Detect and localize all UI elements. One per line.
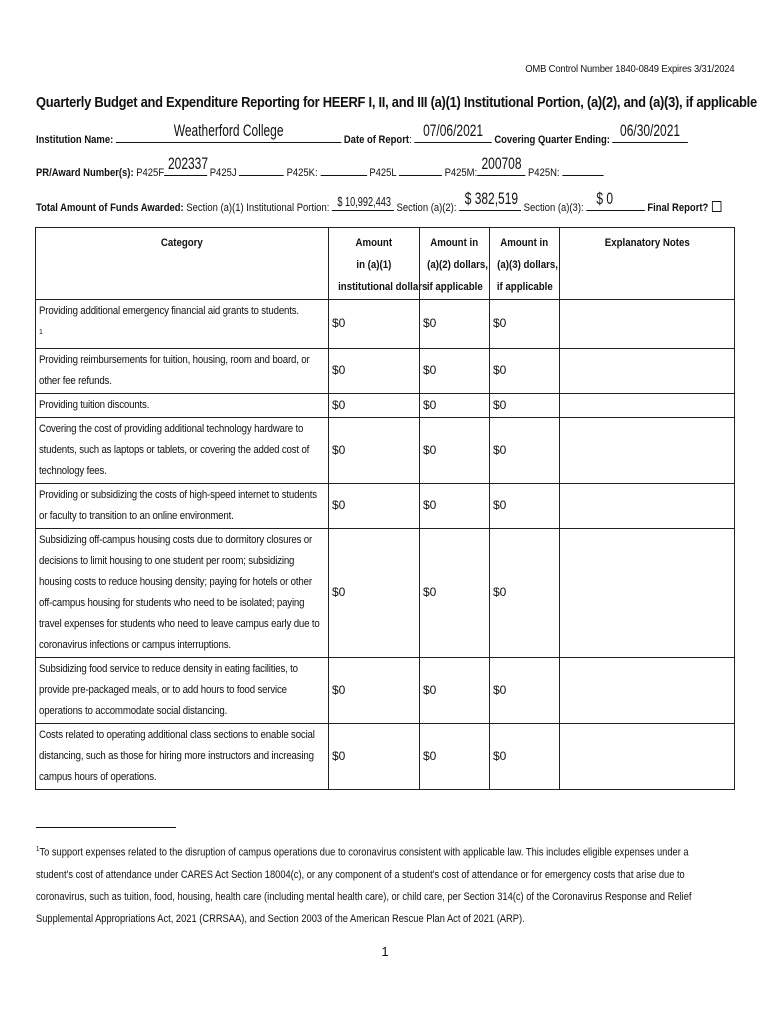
- category-text-line: Providing reimbursements for tuition, housing, room and board, or: [39, 353, 310, 366]
- category-text-line: housing costs to reduce housing density; paying for hotels or other: [39, 575, 312, 588]
- category-text-line: technology fees.: [39, 464, 107, 477]
- amount-a1-cell[interactable]: [329, 657, 420, 723]
- p425n-label: P425N:: [528, 167, 560, 179]
- a2-total-value: $ 382,519: [464, 189, 519, 208]
- header-category: Category: [36, 228, 329, 300]
- table-header-row: [36, 228, 735, 300]
- amount-a3-cell[interactable]: [490, 483, 560, 528]
- amount-a3-value: $0: [493, 498, 507, 513]
- category-text-line: Covering the cost of providing additional technology hardware to: [39, 422, 304, 435]
- amount-a1-value: $0: [332, 585, 346, 600]
- category-text-line: Subsidizing off-campus housing costs due to dormitory closures or: [39, 533, 313, 546]
- category-cell: [36, 417, 329, 483]
- category-text-line: other fee refunds.: [39, 374, 112, 387]
- explanatory-notes-cell[interactable]: [560, 723, 735, 789]
- header-explanatory-notes: Explanatory Notes: [560, 228, 735, 300]
- amount-a3-value: $0: [493, 316, 507, 331]
- category-text-line: campus hours of operations.: [39, 770, 157, 783]
- institution-value: Weatherford College: [173, 121, 284, 140]
- a3-total-field[interactable]: [586, 189, 644, 211]
- explanatory-notes-cell[interactable]: [560, 483, 735, 528]
- category-text-line: Providing or subsidizing the costs of high-speed internet to students: [39, 488, 317, 501]
- award-label: PR/Award Number(s):: [36, 167, 134, 179]
- total-label: Total Amount of Funds Awarded:: [36, 202, 184, 214]
- amount-a3-cell[interactable]: [490, 723, 560, 789]
- table-row: [36, 393, 735, 417]
- amount-a3-value: $0: [493, 748, 507, 763]
- footnote-reference: 1: [39, 329, 43, 336]
- header-a3: Amount in (a)(3) dollars, if applicable: [490, 228, 560, 300]
- a3-total-value: $ 0: [596, 189, 613, 208]
- amount-a2-cell[interactable]: [420, 528, 490, 657]
- explanatory-notes-cell[interactable]: [560, 393, 735, 417]
- table-row: [36, 657, 735, 723]
- amount-a3-cell[interactable]: [490, 417, 560, 483]
- category-cell: [36, 348, 329, 393]
- p425m-field[interactable]: [477, 154, 525, 176]
- a1-section-label: Section (a)(1) Institutional Portion:: [186, 202, 330, 214]
- amount-a1-cell[interactable]: [329, 417, 420, 483]
- amount-a1-cell[interactable]: [329, 723, 420, 789]
- header-a2: Amount in (a)(2) dollars, if applicable: [420, 228, 490, 300]
- category-cell: [36, 300, 329, 349]
- category-text-line: Providing additional emergency financial aid grants to students.: [39, 305, 299, 317]
- amount-a1-value: $0: [332, 397, 346, 412]
- amount-a3-value: $0: [493, 442, 507, 457]
- omb-control-number: OMB Control Number 1840-0849 Expires 3/31/2024: [524, 63, 734, 75]
- category-text-line: students, such as laptops or tablets, or covering the added cost of: [39, 443, 310, 456]
- amount-a1-cell[interactable]: [329, 483, 420, 528]
- date-value: 07/06/2021: [422, 121, 483, 140]
- category-cell: [36, 657, 329, 723]
- quarter-field[interactable]: [613, 121, 689, 143]
- p425k-field[interactable]: [320, 163, 366, 176]
- category-text-line: distancing, such as those for hiring more instructors and increasing: [39, 749, 314, 762]
- header-a1: Amount in (a)(1) institutional dollars: [329, 228, 420, 300]
- footnote-marker: 1: [36, 846, 40, 853]
- p425f-field[interactable]: [164, 154, 208, 176]
- amount-a3-cell[interactable]: [490, 393, 560, 417]
- amount-a3-cell[interactable]: [490, 348, 560, 393]
- a2-section-label: Section (a)(2):: [396, 202, 457, 214]
- amount-a2-value: $0: [423, 363, 437, 378]
- amount-a1-value: $0: [332, 363, 346, 378]
- a3-section-label: Section (a)(3):: [523, 202, 584, 214]
- a1-total-value: $ 10,992,443: [337, 194, 392, 209]
- final-report-checkbox[interactable]: [712, 201, 721, 212]
- table-row: [36, 300, 735, 349]
- explanatory-notes-cell[interactable]: [560, 657, 735, 723]
- p425j-label: P425J: [209, 167, 237, 179]
- amount-a1-value: $0: [332, 498, 346, 513]
- amount-a2-cell[interactable]: [420, 657, 490, 723]
- date-label: Date of Report: [343, 134, 410, 146]
- p425l-field[interactable]: [399, 163, 442, 176]
- amount-a3-value: $0: [493, 682, 507, 697]
- category-text-line: Costs related to operating additional class sections to enable social: [39, 728, 315, 741]
- p425m-label: P425M:: [444, 167, 478, 179]
- amount-a3-value: $0: [493, 397, 507, 412]
- category-text-line: Providing tuition discounts.: [39, 398, 150, 411]
- p425f-value: 202337: [167, 154, 208, 173]
- amount-a2-cell[interactable]: [420, 723, 490, 789]
- amount-a1-value: $0: [332, 748, 346, 763]
- amount-a1-cell[interactable]: [329, 393, 420, 417]
- amount-a1-cell[interactable]: [329, 348, 420, 393]
- amount-a1-cell[interactable]: [329, 300, 420, 349]
- category-text-line: operations to accommodate social distancing.: [39, 704, 228, 717]
- table-row: [36, 348, 735, 393]
- a2-total-field[interactable]: [459, 189, 521, 211]
- amount-a2-value: $0: [423, 316, 437, 331]
- category-text-line: travel expenses for students who need to leave campus early due to: [39, 617, 320, 630]
- explanatory-notes-cell[interactable]: [560, 417, 735, 483]
- amount-a2-value: $0: [423, 585, 437, 600]
- amount-a3-cell[interactable]: [490, 528, 560, 657]
- explanatory-notes-cell[interactable]: [560, 528, 735, 657]
- category-cell: [36, 528, 329, 657]
- table-row: [36, 528, 735, 657]
- category-text-line: decisions to limit housing to one student per room; subsidizing: [39, 554, 295, 567]
- category-text-line: provide pre-packaged meals, or to add hours to food service: [39, 683, 287, 696]
- amount-a2-value: $0: [423, 748, 437, 763]
- amount-a2-value: $0: [423, 498, 437, 513]
- category-text-line: off-campus housing for students who need to be isolated; paying: [39, 596, 305, 609]
- explanatory-notes-cell[interactable]: [560, 348, 735, 393]
- amount-a2-value: $0: [423, 682, 437, 697]
- a1-total-field[interactable]: [332, 194, 394, 211]
- date-field[interactable]: [414, 121, 491, 143]
- p425m-value: 200708: [481, 154, 522, 173]
- category-text-line: or faculty to transition to an online environment.: [39, 509, 234, 522]
- category-cell: [36, 483, 329, 528]
- p425l-label: P425L: [369, 167, 397, 179]
- total-funds-line: [36, 189, 721, 214]
- amount-a1-value: $0: [332, 316, 346, 331]
- institution-label: Institution Name: [36, 134, 111, 146]
- amount-a2-cell[interactable]: [420, 417, 490, 483]
- amount-a2-value: $0: [423, 397, 437, 412]
- p425f-label: P425F: [136, 167, 165, 179]
- amount-a2-cell[interactable]: [420, 300, 490, 349]
- final-report-label: Final Report?: [647, 202, 709, 214]
- amount-a1-cell[interactable]: [329, 528, 420, 657]
- institution-field[interactable]: [116, 121, 341, 143]
- amount-a1-value: $0: [332, 442, 346, 457]
- category-cell: [36, 393, 329, 417]
- p425k-label: P425K:: [286, 167, 318, 179]
- table-row: [36, 723, 735, 789]
- quarter-value: 06/30/2021: [620, 121, 681, 140]
- footnote-divider: [36, 827, 176, 828]
- award-line: [36, 154, 603, 179]
- amount-a3-cell[interactable]: [490, 300, 560, 349]
- institution-line: Institution Name: Weatherford College Date of Report: 07/06/2021 Covering Quarter Ending: 06/30/2021: [36, 130, 688, 146]
- explanatory-notes-cell[interactable]: [560, 300, 735, 349]
- amount-a2-cell[interactable]: [420, 393, 490, 417]
- table-row: [36, 483, 735, 528]
- category-text-line: Subsidizing food service to reduce density in eating facilities, to: [39, 662, 298, 675]
- footnote-text: To support expenses related to the disruption of campus operations due to coronavirus consistent with applicable law. This includes eligible expenses under a student's cost of attendance under CARES Act Section 18004(c), or any component of a student's cost of attendance or for emergency costs that arise due to coronavirus, such as tuition, food, housing, health care (including mental health care), or child care, per Section 314(c) of the Coronavirus Response and Relief Supplemental Appropriations Act, 2021 (CRRSAA), and Section 2003 of the American Rescue Plan Act of 2021 (ARP).: [36, 846, 692, 925]
- quarter-label: Covering Quarter Ending:: [494, 134, 610, 146]
- amount-a3-value: $0: [493, 585, 507, 600]
- amount-a2-cell[interactable]: [420, 483, 490, 528]
- amount-a3-value: $0: [493, 363, 507, 378]
- category-text-line: coronavirus infections or campus interruptions.: [39, 638, 231, 651]
- amount-a2-cell[interactable]: [420, 348, 490, 393]
- expenditure-table: [35, 227, 735, 790]
- page-number: 1: [381, 944, 389, 959]
- table-row: [36, 417, 735, 483]
- amount-a3-cell[interactable]: [490, 657, 560, 723]
- category-cell: [36, 723, 329, 789]
- p425j-field[interactable]: [239, 163, 284, 176]
- p425n-field[interactable]: [562, 163, 603, 176]
- amount-a2-value: $0: [423, 442, 437, 457]
- form-title: Quarterly Budget and Expenditure Reporting for HEERF I, II, and III (a)(1) Institutional Portion, (a)(2), and (a)(3), if applicable: [36, 94, 757, 111]
- footnote: [36, 839, 718, 930]
- amount-a1-value: $0: [332, 682, 346, 697]
